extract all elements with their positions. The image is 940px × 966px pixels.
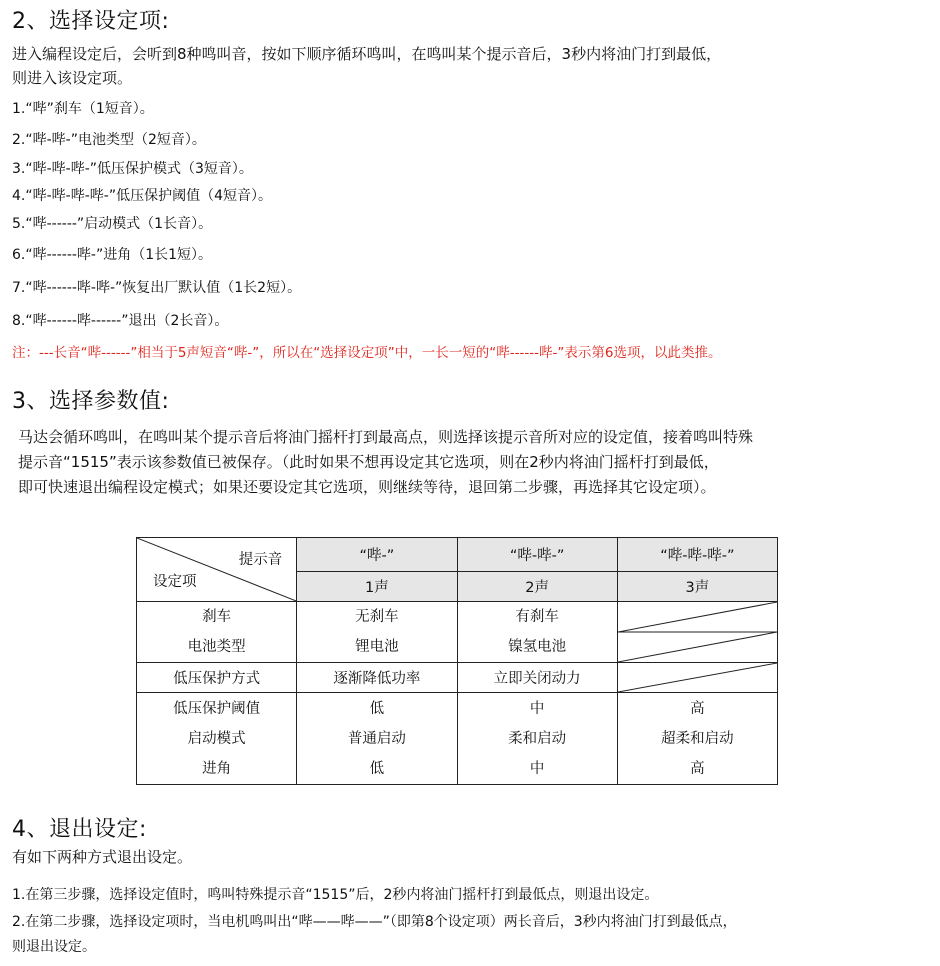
cell-value: 低 bbox=[369, 760, 385, 777]
section4-intro: 有如下两种方式退出设定。 bbox=[12, 848, 193, 866]
list-item: 2.“哔-哔-”电池类型（2短音）。 bbox=[12, 132, 206, 148]
cell-value: 锂电池 bbox=[355, 639, 399, 655]
list-item: 1.“哔”刹车（1短音）。 bbox=[12, 101, 154, 117]
cell-value: 镍氢电池 bbox=[508, 639, 567, 655]
list-item: 6.“哔------哔-”进角（1长1短）。 bbox=[12, 247, 213, 263]
empty-slash bbox=[618, 602, 777, 662]
row-label-brake: 刹车 bbox=[202, 609, 232, 625]
list-item: 1.在第三步骤，选择设定值时，鸣叫特殊提示音“1515”后，2秒内将油门摇杆打到最低点，则退出设定。 bbox=[12, 887, 659, 903]
cell-value: 高 bbox=[690, 700, 705, 717]
table-row bbox=[137, 693, 778, 785]
cell-value: 中 bbox=[529, 760, 545, 777]
section2-note: 注：---长音“哔------”相当于5声短音“哔-”，所以在“选择设定项”中，一长一短的“哔------哔-”表示第6选项，以此类推。 bbox=[12, 345, 722, 361]
table-row bbox=[137, 602, 778, 663]
list-item: 5.“哔------”启动模式（1长音）。 bbox=[12, 216, 213, 232]
list-item: 3.“哔-哔-哔-”低压保护模式（3短音）。 bbox=[12, 161, 253, 177]
list-item: 8.“哔------哔------”退出（2长音）。 bbox=[12, 313, 229, 329]
cell-value: 立即关闭动力 bbox=[457, 663, 617, 693]
row-labels bbox=[137, 693, 297, 785]
cell-value: 超柔和启动 bbox=[661, 730, 734, 747]
header-tone-2: “哔-哔-” bbox=[457, 538, 617, 572]
table-row bbox=[137, 663, 778, 693]
section2-title: 2、选择设定项: bbox=[12, 9, 170, 34]
row-label-timing: 进角 bbox=[202, 760, 232, 777]
section3-title: 3、选择参数值: bbox=[12, 389, 170, 414]
cell-value: 逐渐降低功率 bbox=[297, 663, 457, 693]
header-count-1: 1声 bbox=[297, 572, 457, 602]
cell-value: 低 bbox=[369, 700, 385, 717]
row-label-lowvolt-threshold: 低压保护阈值 bbox=[173, 700, 261, 717]
settings-table bbox=[136, 537, 778, 785]
header-tone-3: “哔-哔-哔-” bbox=[617, 538, 777, 572]
cell-value: 中 bbox=[529, 700, 545, 717]
section2-intro-line2: 则进入该设定项。 bbox=[12, 69, 133, 87]
section4-title: 4、退出设定: bbox=[12, 817, 147, 842]
col1-values bbox=[297, 602, 457, 663]
row-label-start-mode: 启动模式 bbox=[187, 730, 246, 747]
cell-value: 无刹车 bbox=[355, 609, 399, 625]
row-label-lowvolt-mode: 低压保护方式 bbox=[137, 663, 297, 693]
col1-values bbox=[297, 693, 457, 785]
header-count-3: 3声 bbox=[617, 572, 777, 602]
list-item: 4.“哔-哔-哔-哔-”低压保护阈值（4短音）。 bbox=[12, 188, 272, 204]
col3-values bbox=[617, 693, 777, 785]
cell-value: 高 bbox=[690, 760, 705, 777]
list-item: 则退出设定。 bbox=[12, 939, 96, 955]
section3-body-line3: 即可快速退出编程设定模式；如果还要设定其它选项，则继续等待，退回第二步骤，再选择其它设定项）。 bbox=[18, 478, 716, 496]
col3-empty bbox=[617, 663, 777, 693]
list-item: 2.在第二步骤，选择设定项时，当电机鸣叫出“哔——哔——”（即第8个设定项）两长音后，3秒内将油门打到最低点， bbox=[12, 914, 737, 930]
empty-slash bbox=[618, 663, 777, 692]
section3-body-line2: 提示音“1515”表示该参数值已被保存。（此时如果不想再设定其它选项，则在2秒内将油门摇杆打到最低， bbox=[18, 453, 719, 471]
col3-empty bbox=[617, 602, 777, 663]
section2-intro-line1: 进入编程设定后，会听到8种鸣叫音，按如下顺序循环鸣叫，在鸣叫某个提示音后，3秒内将油门打到最低， bbox=[12, 45, 722, 63]
header-count-2: 2声 bbox=[457, 572, 617, 602]
row-label-battery: 电池类型 bbox=[187, 639, 246, 655]
row-labels bbox=[137, 602, 297, 663]
cell-value: 普通启动 bbox=[347, 730, 406, 747]
list-item: 7.“哔------哔-哔-”恢复出厂默认值（1长2短）。 bbox=[12, 280, 302, 296]
header-tone-1: “哔-” bbox=[297, 538, 457, 572]
corner-label-setting: 设定项 bbox=[153, 574, 197, 590]
corner-label-tone: 提示音 bbox=[238, 552, 283, 568]
col2-values bbox=[457, 693, 617, 785]
cell-value: 柔和启动 bbox=[508, 730, 567, 747]
cell-value: 有刹车 bbox=[515, 609, 559, 625]
col2-values bbox=[457, 602, 617, 663]
section3-body-line1: 马达会循环鸣叫，在鸣叫某个提示音后将油门摇杆打到最高点，则选择该提示音所对应的设定值，接着鸣叫特殊 bbox=[18, 428, 754, 446]
table-corner-cell bbox=[137, 538, 297, 602]
